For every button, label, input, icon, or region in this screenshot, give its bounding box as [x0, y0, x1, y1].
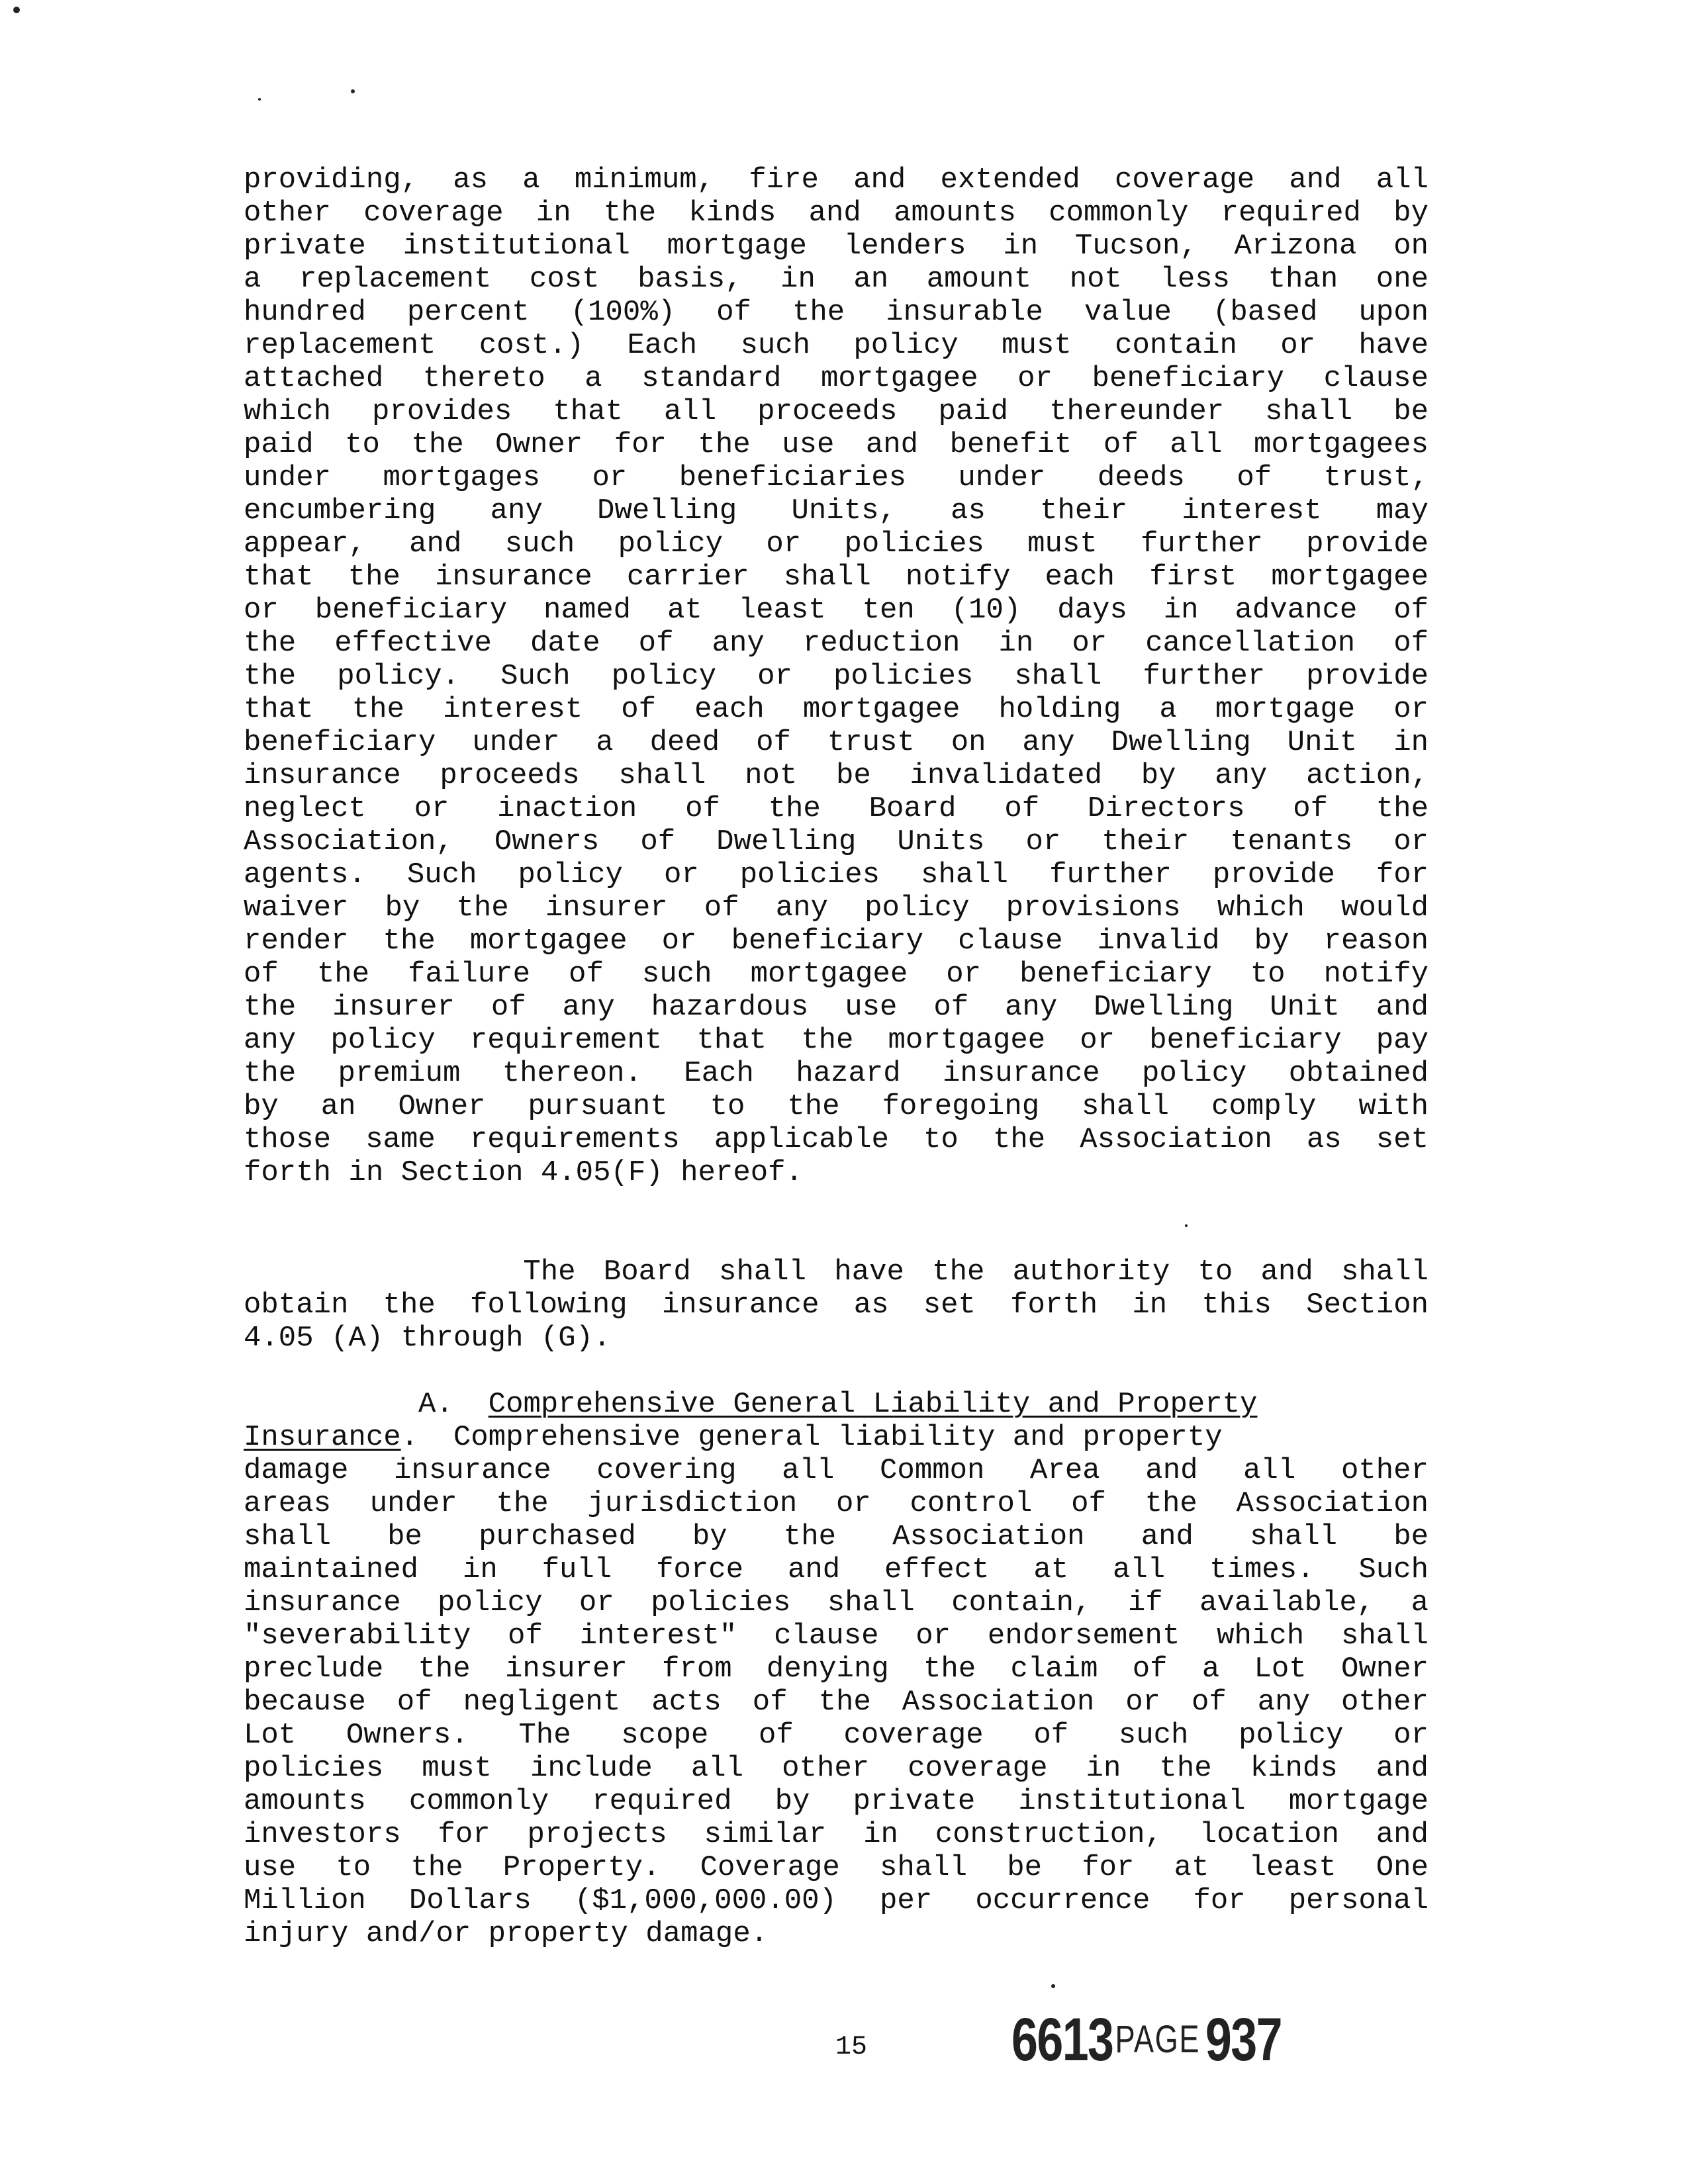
recorded-page-number: 937	[1205, 2006, 1282, 2073]
paragraph-board-authority	[244, 1255, 1429, 1355]
text-line: Lot Owners. The scope of coverage of such policy or	[244, 1719, 1429, 1752]
text-line: any policy requirement that the mortgagee or beneficiary pay	[244, 1024, 1429, 1057]
recording-stamp	[1011, 2005, 1282, 2075]
text-line: policies must include all other coverage in the kinds and	[244, 1752, 1429, 1785]
paragraph-insurance-policy-requirements	[244, 163, 1429, 1189]
text-line: attached thereto a standard mortgagee or beneficiary clause	[244, 362, 1429, 395]
text-line: of the failure of such mortgagee or beneficiary to notify	[244, 958, 1429, 991]
page-number: 15	[835, 2032, 868, 2062]
text-line: under mortgages or beneficiaries under deeds of trust,	[244, 461, 1429, 494]
text-line: preclude the insurer from denying the claim of a Lot Owner	[244, 1653, 1429, 1686]
text-line: other coverage in the kinds and amounts commonly required by	[244, 197, 1429, 230]
text-line: amounts commonly required by private institutional mortgage	[244, 1785, 1429, 1818]
text-line: areas under the jurisdiction or control of the Association	[244, 1487, 1429, 1520]
text-line: because of negligent acts of the Association or of any other	[244, 1686, 1429, 1719]
text-line: a replacement cost basis, in an amount not less than one	[244, 263, 1429, 296]
text-line: hundred percent (100%) of the insurable value (based upon	[244, 296, 1429, 329]
text-line: or beneficiary named at least ten (10) days in advance of	[244, 594, 1429, 627]
text-line: those same requirements applicable to the Association as set	[244, 1123, 1429, 1156]
text-line: waiver by the insurer of any policy provisions which would	[244, 891, 1429, 925]
section-a-heading-end: Insurance	[244, 1421, 401, 1454]
text-line: The Board shall have the authority to and shall	[244, 1255, 1429, 1289]
text-line: the insurer of any hazardous use of any Dwelling Unit and	[244, 991, 1429, 1024]
section-a-first-line: . Comprehensive general liability and property	[400, 1421, 1223, 1454]
text-line: obtain the following insurance as set forth in this Section	[244, 1289, 1429, 1322]
text-line: use to the Property. Coverage shall be for at least One	[244, 1851, 1429, 1884]
text-line: forth in Section 4.05(F) hereof.	[244, 1156, 803, 1189]
section-a-heading-continuation	[244, 1421, 1429, 1454]
text-line: that the interest of each mortgagee holding a mortgage or	[244, 693, 1429, 726]
text-line: the premium thereon. Each hazard insurance policy obtained	[244, 1057, 1429, 1090]
text-line: insurance proceeds shall not be invalidated by any action,	[244, 759, 1429, 792]
text-line: investors for projects similar in construction, location and	[244, 1818, 1429, 1851]
book-number: 6613	[1011, 2006, 1113, 2073]
section-a-label: A.	[418, 1388, 453, 1421]
text-line: 4.05 (A) through (G).	[244, 1322, 611, 1355]
text-line: private institutional mortgage lenders in Tucson, Arizona on	[244, 230, 1429, 263]
text-line: the effective date of any reduction in or cancellation of	[244, 627, 1429, 660]
section-a-heading-line	[244, 1388, 1429, 1421]
text-line: render the mortgagee or beneficiary clause invalid by reason	[244, 925, 1429, 958]
text-line: injury and/or property damage.	[244, 1917, 769, 1950]
text-line: which provides that all proceeds paid thereunder shall be	[244, 395, 1429, 428]
text-line: paid to the Owner for the use and benefit of all mortgagees	[244, 428, 1429, 461]
text-line: providing, as a minimum, fire and extended coverage and all	[244, 163, 1429, 197]
scan-speck	[1185, 1224, 1188, 1227]
scan-speck	[351, 89, 355, 93]
text-line: agents. Such policy or policies shall further provide for	[244, 858, 1429, 891]
text-line: replacement cost.) Each such policy must contain or have	[244, 329, 1429, 362]
text-line: encumbering any Dwelling Units, as their interest may	[244, 494, 1429, 527]
text-line: damage insurance covering all Common Area and all other	[244, 1454, 1429, 1487]
text-line: appear, and such policy or policies must further provide	[244, 527, 1429, 561]
scan-speck	[258, 98, 261, 101]
text-line: shall be purchased by the Association and shall be	[244, 1520, 1429, 1553]
scan-speck	[1051, 1984, 1055, 1988]
text-line: Association, Owners of Dwelling Units or their tenants or	[244, 825, 1429, 858]
text-line: beneficiary under a deed of trust on any Dwelling Unit in	[244, 726, 1429, 759]
section-a-heading: Comprehensive General Liability and Property	[488, 1388, 1258, 1421]
text-line: "severability of interest" clause or endorsement which shall	[244, 1619, 1429, 1653]
text-line: insurance policy or policies shall contain, if available, a	[244, 1586, 1429, 1619]
text-line: maintained in full force and effect at all times. Such	[244, 1553, 1429, 1586]
text-line: by an Owner pursuant to the foregoing shall comply with	[244, 1090, 1429, 1123]
page-word: PAGE	[1115, 2018, 1201, 2061]
text-line: the policy. Such policy or policies shall further provide	[244, 660, 1429, 693]
text-line: neglect or inaction of the Board of Directors of the	[244, 792, 1429, 825]
text-line: that the insurance carrier shall notify each first mortgagee	[244, 561, 1429, 594]
section-a-liability-insurance	[244, 1388, 1429, 1950]
scan-speck	[13, 7, 20, 13]
text-line: Million Dollars ($1,000,000.00) per occurrence for personal	[244, 1884, 1429, 1917]
